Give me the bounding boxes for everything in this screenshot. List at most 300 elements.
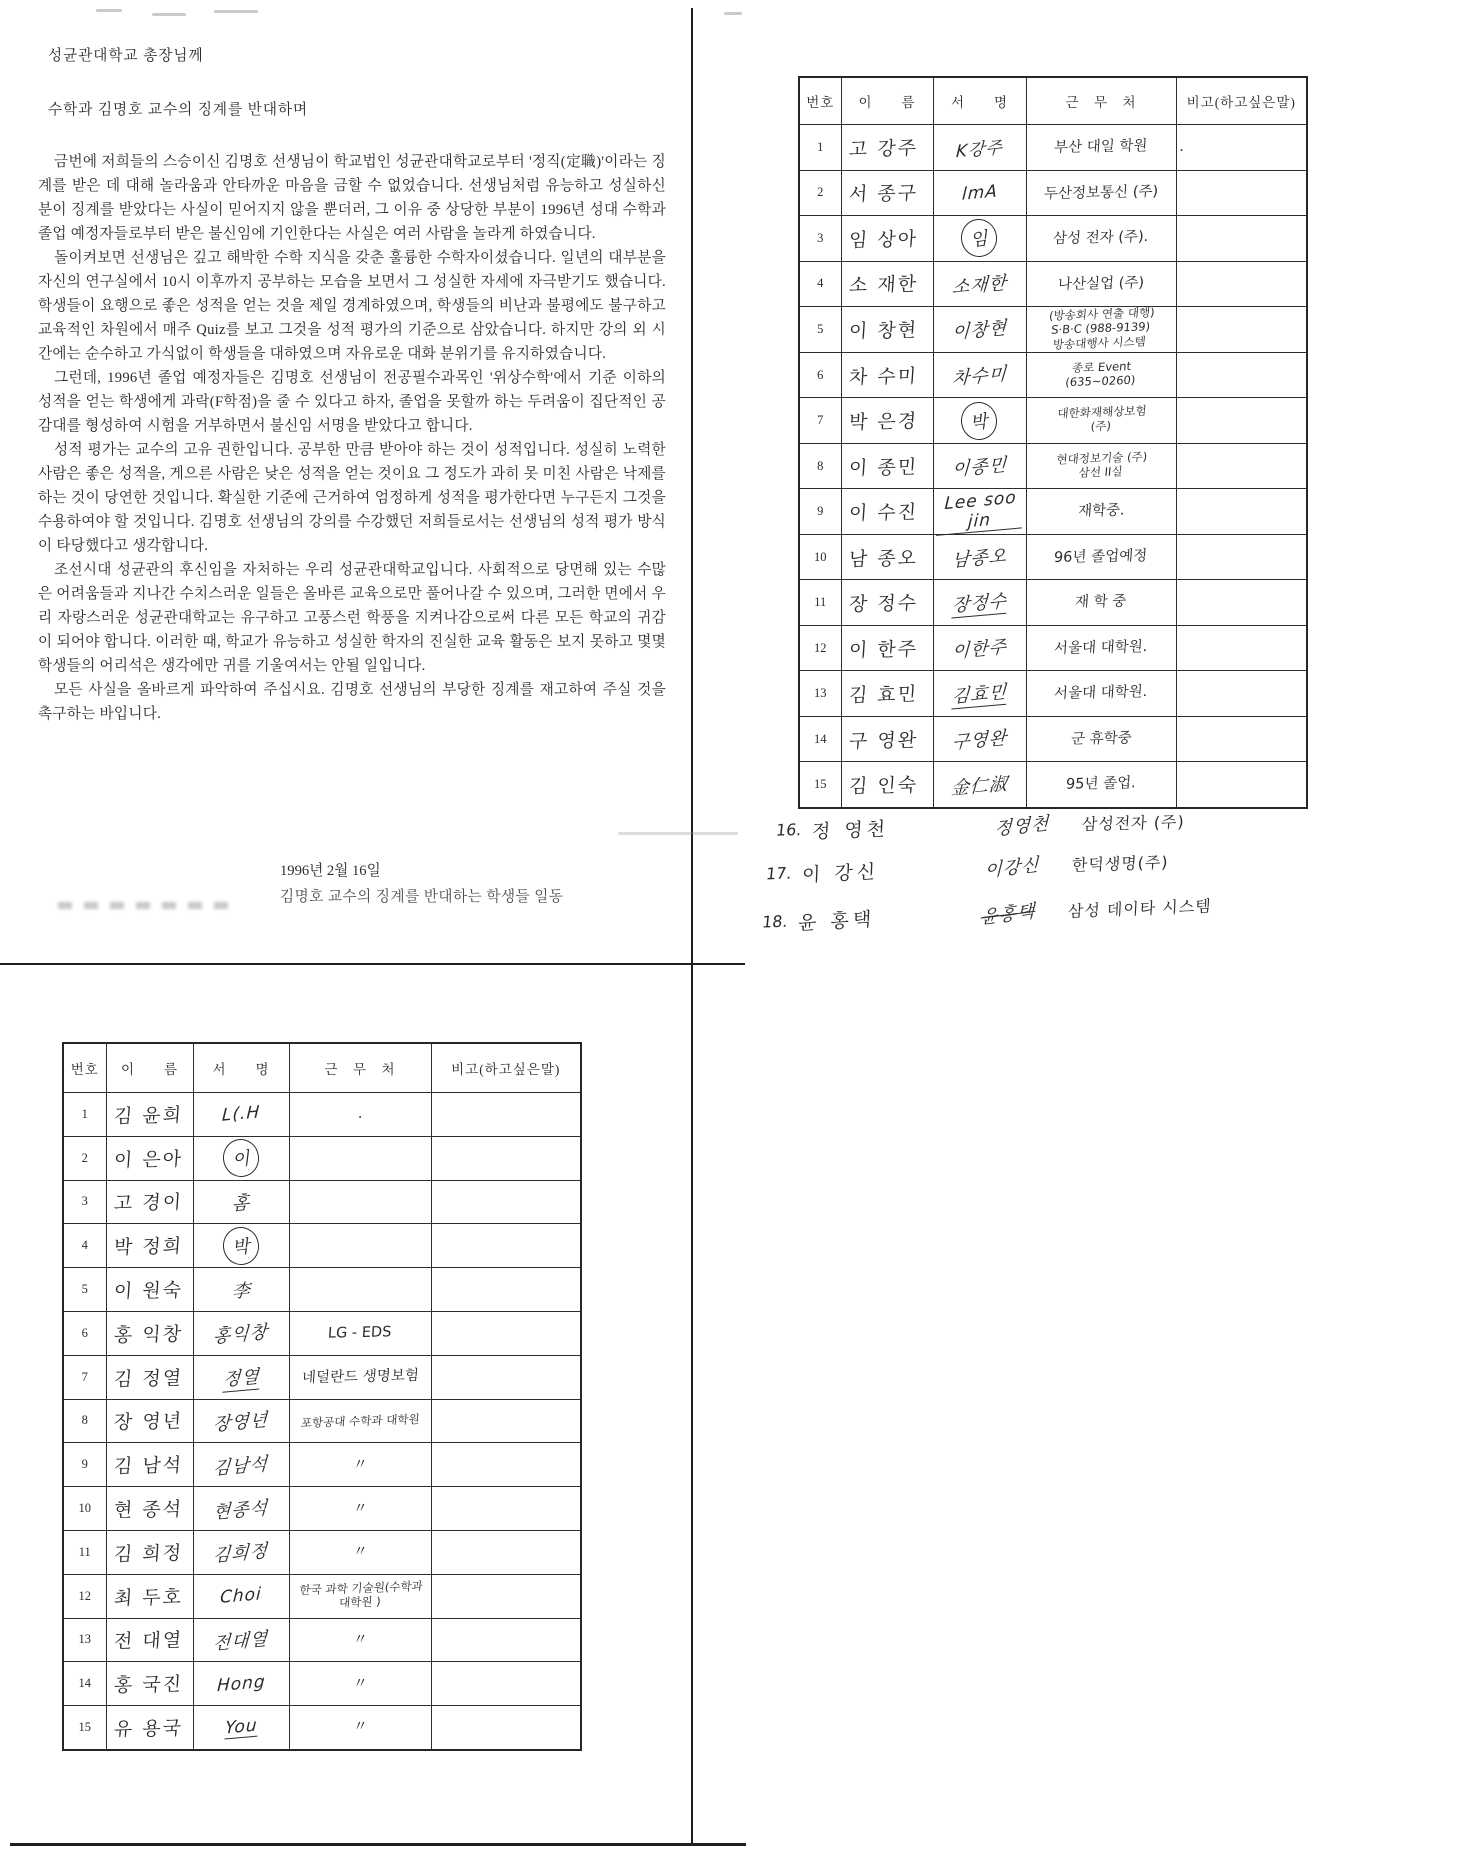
remarks-cell xyxy=(431,1487,581,1531)
signer-name-cell-text: 서 종구 xyxy=(847,182,919,206)
row-number-cell-text: 7 xyxy=(817,413,824,427)
remarks-cell xyxy=(1176,671,1307,717)
workplace-cell-text: 삼성 전자 (주). xyxy=(1052,229,1150,248)
signer-name-cell-text: 이 은아 xyxy=(112,1147,184,1172)
signer-name-cell-text: 고 강주 xyxy=(847,136,919,161)
workplace-cell xyxy=(289,1136,431,1180)
signature-scrawl: 장정수 xyxy=(951,586,1007,618)
workplace-cell-text: 〃 xyxy=(352,1631,368,1649)
signer-name-cell xyxy=(106,1311,193,1355)
signer-name-cell-text: 전 대열 xyxy=(112,1629,184,1654)
signature-cell xyxy=(193,1530,289,1574)
row-number-cell xyxy=(63,1180,106,1224)
signer-name: 이 강신 xyxy=(801,860,880,887)
signature-cell xyxy=(933,580,1026,626)
row-number-cell xyxy=(799,125,841,171)
signature-scrawl: 소재한 xyxy=(951,272,1008,299)
signature-cell xyxy=(193,1574,289,1618)
workplace-cell xyxy=(1026,261,1176,307)
remarks-cell xyxy=(431,1662,581,1706)
workplace-cell xyxy=(289,1443,431,1487)
workplace-cell xyxy=(1026,125,1176,171)
signature-scrawl: 정열 xyxy=(222,1362,260,1392)
row-number-cell-text: 12 xyxy=(814,640,827,655)
column-header: 이 름 xyxy=(106,1043,193,1093)
table-row xyxy=(799,762,1307,808)
remarks-cell xyxy=(431,1443,581,1487)
remarks-cell xyxy=(431,1530,581,1574)
signer-name-cell xyxy=(106,1224,193,1268)
signer-name-cell xyxy=(106,1180,193,1224)
signature-scrawl: 임 xyxy=(959,217,1000,259)
table-row xyxy=(63,1530,581,1574)
column-header: 근 무 처 xyxy=(289,1043,431,1093)
letter-recipient: 성균관대학교 총장님께 xyxy=(48,48,204,64)
workplace-cell xyxy=(289,1268,431,1312)
signature-cell xyxy=(193,1399,289,1443)
signature-cell xyxy=(933,534,1026,580)
signer-name-cell-text: 차 수미 xyxy=(847,364,919,389)
signature-scrawl: L(.H xyxy=(221,1102,261,1127)
signature-cell xyxy=(193,1180,289,1224)
row-number-cell-text: 2 xyxy=(81,1150,88,1165)
letter-paragraph: 성적 평가는 교수의 고유 권한입니다. 공부한 만큼 받아야 하는 것이 성적입니다. 성실히 노력한 사람은 좋은 성적을, 게으른 사람은 낮은 성적을 얻는 것이요 그 정도가 과히 못 미친 사람은 낙제를 하는 것이 당연한 것입니다. 확실한 기준에 근거하여 엄정하게 성적을 평가한다면 누구든지 그것을 수용하여야 할 것입니다. 김명호 선생님의 강의를 수강했던 저희들로서는 선생님의 성적 평가 방식이 타당했다고 생각합니다. xyxy=(38,442,666,554)
signature-scrawl: 윤홍택 xyxy=(980,900,1036,929)
workplace-cell xyxy=(1026,534,1176,580)
signature-scrawl: 김효민 xyxy=(951,677,1007,709)
signer-name-cell-text: 고 경이 xyxy=(112,1191,184,1216)
extra-signature-row xyxy=(766,848,1169,888)
signature-scrawl: 이강신 xyxy=(984,853,1040,882)
table-row xyxy=(799,716,1307,762)
workplace-cell-text: 네덜란드 생명보험 xyxy=(301,1367,419,1387)
remarks-cell xyxy=(431,1618,581,1662)
workplace-cell xyxy=(1026,625,1176,671)
remarks-cell xyxy=(1176,762,1307,808)
remarks-cell xyxy=(1176,580,1307,626)
signature-cell xyxy=(933,307,1026,353)
signer-name-cell xyxy=(106,1443,193,1487)
workplace-cell xyxy=(1026,580,1176,626)
signer-name-cell xyxy=(841,625,933,671)
table-row xyxy=(63,1662,581,1706)
signature-cell xyxy=(933,216,1026,262)
row-number-cell xyxy=(63,1706,106,1750)
table-row xyxy=(799,398,1307,444)
column-header: 비고(하고싶은말) xyxy=(431,1043,581,1093)
signer-name-cell xyxy=(106,1618,193,1662)
remarks-cell xyxy=(1176,307,1307,353)
signature-scrawl: 홍익창 xyxy=(212,1321,269,1348)
signature-cell xyxy=(193,1618,289,1662)
letter-paragraph: 금번에 저희들의 스승이신 김명호 선생님이 학교법인 성균관대학교로부터 '정직(定職)'이라는 징계를 받은 데 대해 놀라움과 안타까운 마음을 금할 수 없었습니다. 선생님처럼 유능하고 성실하신 분이 징계를 받았다는 사실이 믿어지지 않을 뿐더러, 그 이유 중 상당한 부분이 1996년 성대 수학과 졸업 예정자들로부터 받은 불신임에 기인한다는 사실은 여러 사람을 놀라게 하였습니다. xyxy=(38,154,666,242)
signature-table-1 xyxy=(798,76,1308,809)
signature-scrawl: lmA xyxy=(961,181,998,205)
table-row xyxy=(63,1706,581,1750)
workplace-cell-text: 나산실업 (주) xyxy=(1057,274,1145,293)
remarks-cell xyxy=(431,1355,581,1399)
page-bottom-border xyxy=(10,1843,746,1846)
workplace-cell xyxy=(1026,398,1176,444)
table-row xyxy=(799,352,1307,398)
row-number-cell-text: 9 xyxy=(817,504,824,518)
table-row xyxy=(799,580,1307,626)
workplace-cell xyxy=(1026,671,1176,717)
row-number: 16. xyxy=(774,820,803,840)
workplace-cell-text: 〃 xyxy=(352,1544,368,1561)
remarks-cell xyxy=(431,1574,581,1618)
workplace-cell xyxy=(1026,716,1176,762)
signer-name-cell xyxy=(841,443,933,489)
signature-cell xyxy=(933,170,1026,216)
signature-scrawl: 정영천 xyxy=(994,812,1050,840)
header-row xyxy=(799,77,1307,125)
row-number-cell xyxy=(799,580,841,626)
signature-scrawl: 장영년 xyxy=(212,1409,269,1436)
remarks-cell xyxy=(431,1180,581,1224)
workplace-cell xyxy=(289,1530,431,1574)
workplace-cell-text: 대한화재해상보험 (주) xyxy=(1056,403,1147,435)
signature-cell xyxy=(933,125,1026,171)
signer-name-cell xyxy=(841,534,933,580)
signature-scrawl: K강주 xyxy=(955,137,1004,162)
row-number-cell xyxy=(799,716,841,762)
signature-scrawl: 차수미 xyxy=(951,363,1008,390)
row-number-cell-text: 13 xyxy=(814,686,827,700)
signer-name-cell-text: 이 창현 xyxy=(847,319,919,343)
workplace-cell-text: 재학중. xyxy=(1077,502,1125,520)
signer-name-cell-text: 소 재한 xyxy=(847,273,919,297)
table-row xyxy=(63,1574,581,1618)
signer-name-cell xyxy=(106,1268,193,1312)
remarks-cell xyxy=(1176,352,1307,398)
signer-name-cell xyxy=(106,1574,193,1618)
table-row xyxy=(63,1093,581,1137)
letter-closing xyxy=(280,858,564,910)
table-row xyxy=(799,625,1307,671)
workplace-cell-text: 한국 과학 기술원(수학과 대학원 ) xyxy=(298,1578,423,1611)
page-divider-vertical xyxy=(691,8,693,1846)
row-number-cell xyxy=(799,443,841,489)
remarks-cell xyxy=(1176,534,1307,580)
signature-scrawl: 김남석 xyxy=(212,1453,269,1480)
signer-name-cell xyxy=(841,398,933,444)
letter-title: 수학과 김명호 교수의 징계를 반대하며 xyxy=(48,102,309,118)
workplace-cell xyxy=(289,1224,431,1268)
signature-cell xyxy=(193,1311,289,1355)
workplace-cell xyxy=(289,1618,431,1662)
signer-name-cell-text: 구 영완 xyxy=(847,728,919,753)
workplace-cell xyxy=(289,1662,431,1706)
remarks-cell xyxy=(431,1136,581,1180)
signer-name-cell xyxy=(106,1355,193,1399)
workplace-cell xyxy=(289,1311,431,1355)
table-row xyxy=(63,1268,581,1312)
workplace-cell xyxy=(1026,489,1176,535)
signer-name-cell-text: 유 용국 xyxy=(112,1717,184,1741)
signature-cell xyxy=(193,1355,289,1399)
signer-name-cell xyxy=(106,1399,193,1443)
row-number-cell xyxy=(799,534,841,580)
table-row xyxy=(63,1443,581,1487)
signer-name-cell xyxy=(841,352,933,398)
signature-cell xyxy=(933,443,1026,489)
signer-name-cell-text: 김 정열 xyxy=(112,1366,184,1391)
workplace-cell xyxy=(289,1574,431,1618)
signer-name-cell-text: 홍 익창 xyxy=(112,1323,184,1347)
row-number-cell-text: 6 xyxy=(817,367,824,382)
letter-paragraph: 그런데, 1996년 졸업 예정자들은 김명호 선생님이 전공필수과목인 '위상수학'에서 기준 이하의 성적을 얻는 학생에게 과락(F학점)을 줄 수 있다고 하자, 졸업을 못할까 하는 두려움이 집단적인 공감대를 형성하여 시험을 거부하면서 불신임 서명을 받았다고 합니다. xyxy=(38,370,666,434)
signer-name-cell-text: 김 효민 xyxy=(847,683,919,707)
workplace-cell xyxy=(1026,307,1176,353)
remarks-cell xyxy=(1176,443,1307,489)
petition-letter xyxy=(38,44,666,726)
workplace-cell xyxy=(289,1355,431,1399)
workplace-cell-text: 〃 xyxy=(352,1456,368,1473)
table-row xyxy=(63,1311,581,1355)
row-number-cell-text: 10 xyxy=(78,1501,91,1516)
workplace-cell-text: 서울대 대학원. xyxy=(1053,638,1149,657)
signer-name-cell xyxy=(841,671,933,717)
signer-name-cell xyxy=(841,580,933,626)
row-number-cell xyxy=(63,1399,106,1443)
workplace-cell xyxy=(1026,443,1176,489)
row-number-cell xyxy=(63,1574,106,1618)
workplace-cell-text: 〃 xyxy=(352,1719,368,1736)
workplace-cell-text: 두산정보통신 (주) xyxy=(1043,183,1159,202)
signer-name-cell xyxy=(841,261,933,307)
signer-name-cell xyxy=(106,1706,193,1750)
workplace-cell xyxy=(289,1399,431,1443)
row-number-cell-text: 12 xyxy=(78,1588,91,1603)
signature-scrawl: 李 xyxy=(230,1279,251,1303)
row-number-cell-text: 2 xyxy=(817,185,824,200)
workplace-cell xyxy=(1026,352,1176,398)
row-number-cell xyxy=(63,1355,106,1399)
table-row xyxy=(63,1355,581,1399)
signer-name-cell xyxy=(841,307,933,353)
scan-artifact xyxy=(96,9,122,12)
table-row xyxy=(63,1224,581,1268)
signature-cell xyxy=(193,1268,289,1312)
scan-artifact xyxy=(214,10,258,13)
scan-artifact xyxy=(724,12,742,15)
row-number-cell xyxy=(799,307,841,353)
row-number-cell-text: 4 xyxy=(817,276,824,291)
page-divider-horizontal xyxy=(0,963,745,965)
workplace-cell-text: (방송회사 연출 대행) S·B·C (988-9139) 방송대행사 시스템 xyxy=(1048,305,1156,352)
row-number-cell xyxy=(799,625,841,671)
row-number-cell xyxy=(799,352,841,398)
signer-name-cell xyxy=(106,1530,193,1574)
letter-paragraph: 조선시대 성균관의 후신임을 자처하는 우리 성균관대학교입니다. 사회적으로 당면해 있는 수많은 어려움들과 지나간 수치스러운 일들은 올바른 교육으로만 풀어나갈 수 있으며, 그러한 면에서 우리 자랑스러운 성균관대학교는 유구하고 고풍스런 학풍을 지켜나감으로써 다른 모든 학교의 귀감이 되어야 합니다. 이러한 때, 학교가 유능하고 성실한 학자의 진실한 교육 활동은 보지 못하고 몇몇 학생들의 어리석은 생각에만 귀를 기울여서는 안될 일입니다. xyxy=(38,562,666,674)
table-row xyxy=(799,307,1307,353)
column-header: 서 명 xyxy=(193,1043,289,1093)
table-row xyxy=(63,1180,581,1224)
row-number-cell xyxy=(63,1530,106,1574)
workplace: 한덕생명(주) xyxy=(1071,852,1170,875)
signature-scrawl: 박 xyxy=(959,399,1000,441)
signature-scrawl: You xyxy=(224,1715,258,1739)
table-row xyxy=(799,489,1307,535)
signature-cell xyxy=(193,1706,289,1750)
signature-cell xyxy=(193,1662,289,1706)
row-number-cell xyxy=(799,216,841,262)
signer-name-cell-text: 남 종오 xyxy=(847,546,919,571)
table-row xyxy=(63,1487,581,1531)
signature-scrawl: 이한주 xyxy=(951,636,1008,663)
signature-scrawl: 전대열 xyxy=(212,1628,269,1655)
signer-name-cell-text: 김 윤희 xyxy=(112,1104,184,1128)
workplace-cell xyxy=(1026,170,1176,216)
signature-cell xyxy=(933,762,1026,808)
remarks-cell xyxy=(431,1268,581,1312)
row-number-cell-text: 14 xyxy=(78,1676,91,1691)
signature-cell xyxy=(193,1093,289,1137)
row-number-cell-text: 6 xyxy=(81,1325,88,1340)
workplace-cell-text: 군 휴학중 xyxy=(1070,730,1132,748)
row-number-cell-text: 3 xyxy=(81,1194,88,1209)
signer-name-cell-text: 장 영년 xyxy=(112,1410,184,1435)
signer-name-cell-text: 이 종민 xyxy=(847,455,919,480)
row-number-cell-text: 8 xyxy=(81,1413,88,1428)
signer-name-cell-text: 이 원숙 xyxy=(112,1279,184,1303)
row-number-cell-text: 4 xyxy=(81,1238,88,1253)
letter-paragraph: 모든 사실을 올바르게 파악하여 주십시요. 김명호 선생님의 부당한 징계를 재고하여 주실 것을 촉구하는 바입니다. xyxy=(38,682,666,722)
row-number-cell xyxy=(63,1662,106,1706)
workplace: 삼성전자 (주) xyxy=(1081,812,1186,834)
row-number-cell-text: 14 xyxy=(814,731,827,746)
table-row xyxy=(799,261,1307,307)
row-number-cell xyxy=(799,762,841,808)
row-number-cell-text: 1 xyxy=(81,1106,88,1121)
row-number-cell xyxy=(63,1268,106,1312)
row-number-cell xyxy=(63,1487,106,1531)
signer-name-cell-text: 최 두호 xyxy=(112,1585,184,1610)
signer-name-cell-text: 김 남석 xyxy=(112,1454,184,1478)
remarks-cell-text: . xyxy=(1179,138,1184,156)
workplace-cell xyxy=(289,1706,431,1750)
signer-name-cell xyxy=(106,1662,193,1706)
signature-scrawl: Choi xyxy=(219,1584,263,1609)
letter-date: 1996년 2월 16일 xyxy=(280,863,381,879)
workplace-cell-text: . xyxy=(357,1106,363,1123)
signer-name: 정 영천 xyxy=(811,818,890,844)
extra-signature-row xyxy=(776,807,1185,843)
row-number-cell xyxy=(63,1618,106,1662)
row-number-cell xyxy=(63,1093,106,1137)
signer-name-cell-text: 김 희정 xyxy=(112,1542,184,1566)
row-number-cell-text: 7 xyxy=(81,1369,88,1384)
scan-smudge xyxy=(58,902,233,909)
row-number-cell xyxy=(799,261,841,307)
row-number: 18. xyxy=(761,911,789,932)
remarks-cell xyxy=(1176,216,1307,262)
row-number-cell-text: 11 xyxy=(78,1544,91,1559)
signature-cell xyxy=(933,398,1026,444)
letter-body xyxy=(38,150,666,726)
row-number-cell-text: 9 xyxy=(81,1457,88,1472)
signer-name-cell xyxy=(841,216,933,262)
signature-cell xyxy=(933,625,1026,671)
table-row xyxy=(799,170,1307,216)
remarks-cell xyxy=(1176,489,1307,535)
remarks-cell xyxy=(1176,125,1307,171)
workplace-cell xyxy=(289,1180,431,1224)
signature-cell xyxy=(933,671,1026,717)
signature-scrawl: 현종석 xyxy=(212,1497,269,1524)
column-header: 번호 xyxy=(799,77,841,125)
signer-name-cell xyxy=(106,1487,193,1531)
signature-cell xyxy=(933,489,1026,535)
remarks-cell xyxy=(431,1093,581,1137)
workplace-cell-text: 〃 xyxy=(352,1500,368,1517)
signer-name-cell xyxy=(106,1136,193,1180)
row-number-cell xyxy=(63,1443,106,1487)
workplace-cell xyxy=(1026,762,1176,808)
signature-scrawl: 金仁淑 xyxy=(950,772,1009,800)
signature-cell xyxy=(193,1487,289,1531)
signer-name-cell xyxy=(841,125,933,171)
signature-scrawl: 이 xyxy=(221,1137,262,1179)
row-number-cell xyxy=(799,398,841,444)
signer-name-cell-text: 김 인숙 xyxy=(847,774,919,798)
workplace-cell-text: 〃 xyxy=(352,1675,368,1692)
signature-cell xyxy=(193,1136,289,1180)
table-row xyxy=(799,125,1307,171)
remarks-cell xyxy=(1176,625,1307,671)
column-header: 이 름 xyxy=(841,77,933,125)
signer-name-cell-text: 박 은경 xyxy=(847,410,919,434)
scan-artifact xyxy=(618,832,738,835)
signer-name: 윤 홍택 xyxy=(797,908,876,935)
signer-name-cell xyxy=(841,170,933,216)
row-number-cell-text: 8 xyxy=(817,458,824,473)
signature-scrawl: 박 xyxy=(221,1225,262,1267)
table-row xyxy=(799,443,1307,489)
letter-sender: 김명호 교수의 징계를 반대하는 학생들 일동 xyxy=(280,889,564,905)
row-number-cell xyxy=(63,1136,106,1180)
workplace-cell-text: 종로 Event (635~0260) xyxy=(1064,358,1137,390)
table-row xyxy=(799,534,1307,580)
signature-scrawl: 이창현 xyxy=(951,317,1008,344)
signature-scrawl: 홈 xyxy=(231,1192,251,1215)
workplace: 삼성 데이타 시스템 xyxy=(1067,896,1213,921)
remarks-cell xyxy=(431,1706,581,1750)
remarks-cell xyxy=(431,1311,581,1355)
row-number-cell-text: 15 xyxy=(78,1720,91,1735)
table-row xyxy=(799,671,1307,717)
workplace-cell-text: 95년 졸업. xyxy=(1065,775,1137,794)
row-number-cell-text: 11 xyxy=(814,595,827,609)
table-row xyxy=(63,1399,581,1443)
row-number-cell-text: 15 xyxy=(814,777,827,791)
signer-name-cell-text: 박 정희 xyxy=(112,1235,184,1259)
signature-cell xyxy=(193,1443,289,1487)
row-number-cell-text: 10 xyxy=(814,549,827,564)
signature-cell xyxy=(933,261,1026,307)
remarks-cell xyxy=(431,1399,581,1443)
signature-cell xyxy=(933,352,1026,398)
signer-name-cell-text: 현 종석 xyxy=(112,1498,184,1522)
row-number: 17. xyxy=(765,863,793,884)
workplace-cell-text: 서울대 대학원. xyxy=(1053,684,1149,703)
table-row xyxy=(63,1136,581,1180)
letter-paragraph: 돌이켜보면 선생님은 깊고 해박한 수학 지식을 갖춘 훌륭한 수학자이셨습니다. 일년의 대부분을 자신의 연구실에서 10시 이후까지 공부하는 모습을 보면서 그 성실한 자세에 자극받기도 했습니다. 학생들이 요행으로 좋은 성적을 얻는 것을 제일 경계하였으며, 학생들의 비난과 불평에도 불구하고 교육적인 차원에서 매주 Quiz를 보고 그것을 성적 평가의 기준으로 삼았습니다. 하지만 강의 외 시간에는 순수하고 가식없이 학생들을 대하였으며 자유로운 대화 분위기를 유지하였습니다. xyxy=(38,250,666,362)
workplace-cell-text: LG - EDS xyxy=(327,1324,393,1342)
header-row xyxy=(63,1043,581,1093)
row-number-cell-text: 3 xyxy=(817,230,824,245)
